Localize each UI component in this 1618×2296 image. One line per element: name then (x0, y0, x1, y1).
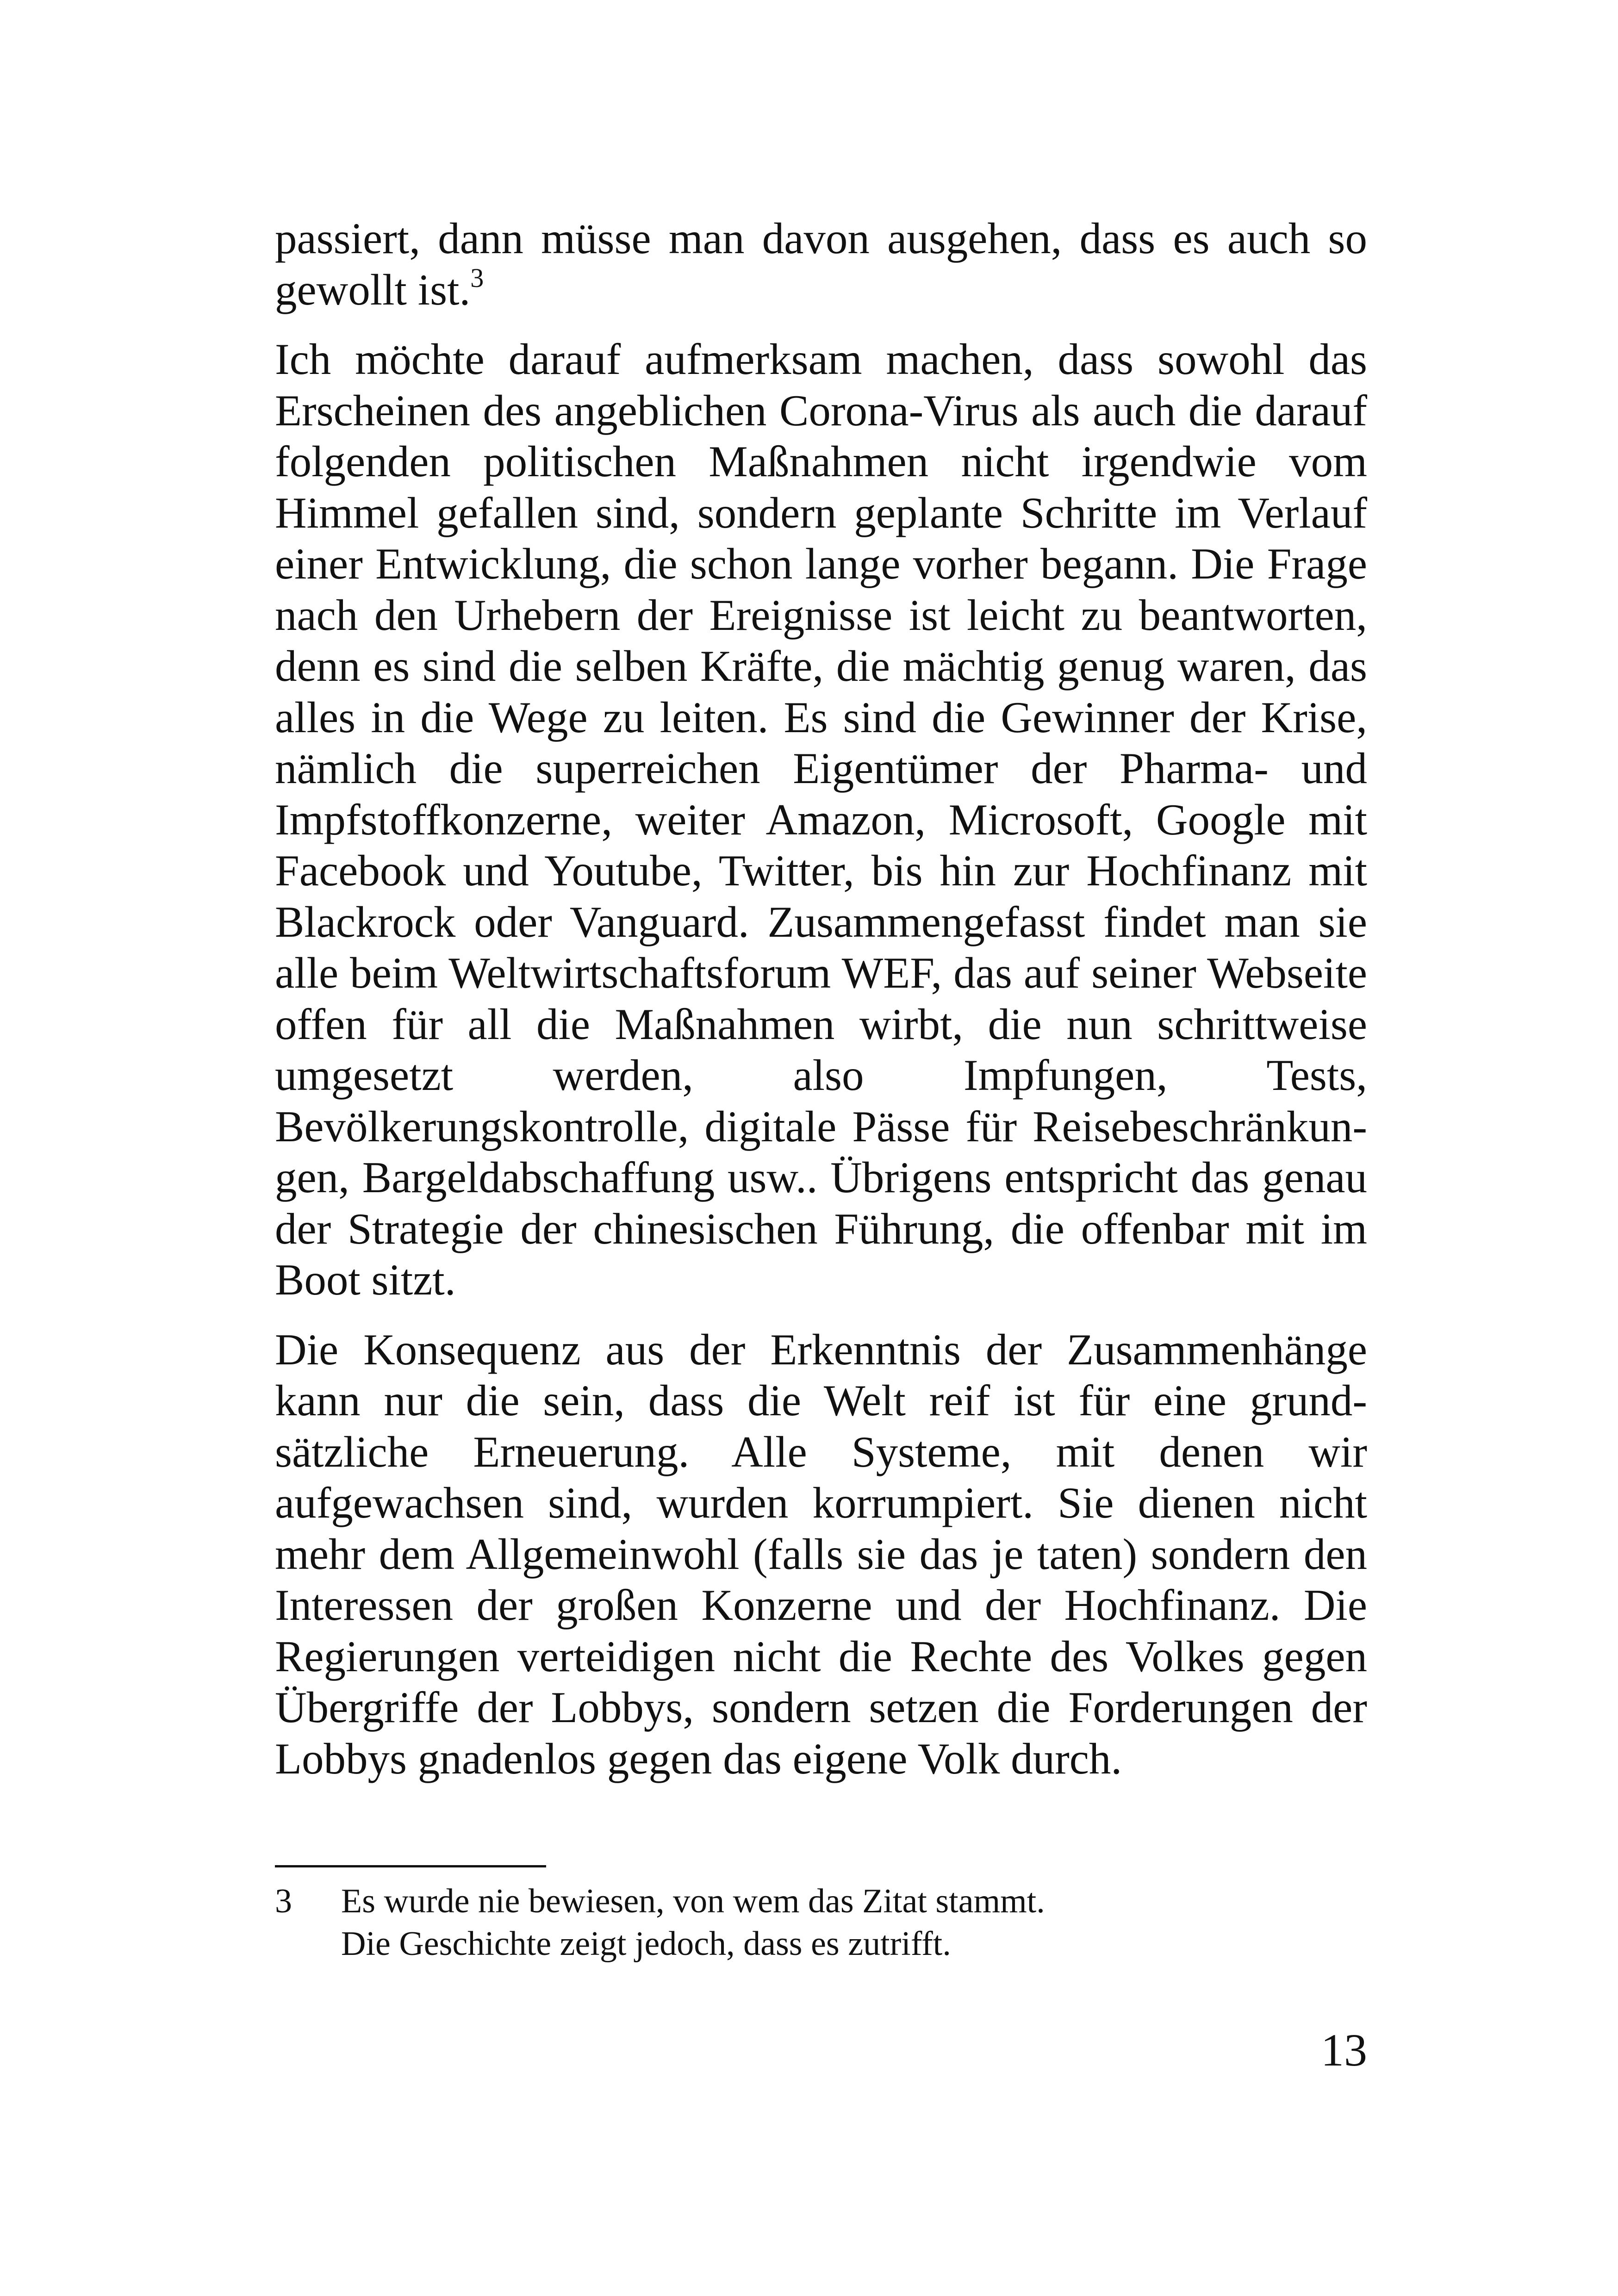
body-text (275, 213, 1367, 1784)
paragraph-1 (275, 213, 1367, 315)
footnote-reference[interactable]: 3 (470, 262, 484, 293)
footnote-text (341, 1880, 1359, 1965)
paragraph-2: Ich möchte darauf aufmerksam machen, dass sowohl das Erscheinen des angeblichen Corona-Virus als auch die darauf folgenden politischen Maßnahmen nicht irgendwie vom Himmel gefallen sind, sondern geplante Schritte im Verlauf einer Entwicklung, die schon lange vorher begann. Die Frage nach den Urhebern der Ereignisse ist leicht zu beantworten, denn es sind die selben Kräfte, die mächtig genug waren, das alles in die Wege zu leiten. Es sind die Gewinner der Krise, nämlich die superreichen Eigentümer der Pharma- und Impfstoffkonzerne, weiter Amazon, Microsoft, Google mit Facebook und Youtube, Twitter, bis hin zur Hochfinanz mit Blackrock oder Vanguard. Zusammengefasst findet man sie alle beim Weltwirtschaftsforum WEF, das auf seiner Webseite offen für all die Maßnahmen wirbt, die nun schrittweise umgesetzt werden, also Impfungen, Tests, Bevölkerungskontrolle, digitale Pässe für Reisebeschränkungen, Bargeldabschaffung usw.. Übrigens entspricht das genau der Strategie der chinesischen Führung, die offenbar mit im Boot sitzt. (275, 335, 1367, 1304)
page-number: 13 (1321, 2024, 1367, 2076)
paragraph-1-text: passiert, dann müsse man davon ausgehen, dass es auch so gewollt ist. (275, 214, 1367, 314)
footnote-separator (275, 1865, 546, 1867)
paragraph-3: Die Konsequenz aus der Erkenntnis der Zusammenhänge kann nur die sein, dass die Welt reif ist für eine grundsätzliche Erneuerung. Alle Systeme, mit denen wir aufgewachsen sind, wurden korrumpiert. Sie dienen nicht mehr dem Allgemeinwohl (falls sie das je taten) sondern den Interessen der großen Konzerne und der Hochfinanz. Die Regierungen verteidigen nicht die Rechte des Volkes gegen Übergriffe der Lobbys, sondern setzen die Forderungen der Lobbys gnadenlos gegen das eigene Volk durch. (275, 1325, 1367, 1783)
footnote-line-2: Die Geschichte zeigt jedoch, dass es zutrifft. (341, 1925, 951, 1963)
footnote-line-1: Es wurde nie bewiesen, von wem das Zitat stammt. (341, 1882, 1045, 1920)
footnote-number: 3 (275, 1882, 292, 1920)
